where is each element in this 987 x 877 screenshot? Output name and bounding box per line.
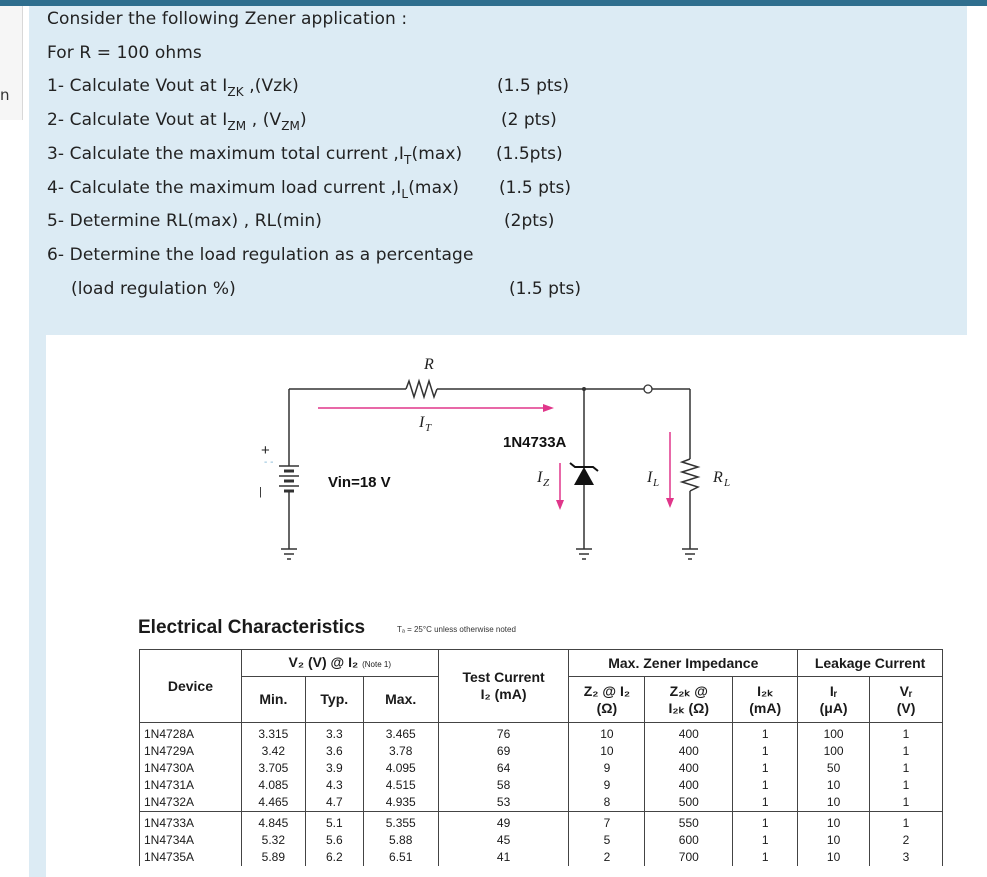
question-item-3-points: (1.5pts) [496, 144, 563, 164]
svg-text:R: R [713, 469, 723, 486]
table-cell: 600 [645, 832, 733, 849]
table-cell: 1 [870, 760, 943, 777]
table-cell: 1 [733, 760, 798, 777]
table-cell: 49 [438, 812, 569, 833]
question-item-1: 1- Calculate Vout at $I_{ZK}$ ,(Vzk) [47, 76, 299, 99]
table-cell: 400 [645, 743, 733, 760]
question-given: For R = 100 ohms [47, 43, 202, 63]
col-leakage-group: Leakage Current [798, 650, 943, 677]
resistor-rl-symbol [682, 459, 698, 491]
table-cell: 1 [733, 743, 798, 760]
table-cell: 2 [569, 849, 645, 866]
svg-text:- -: - - [264, 457, 274, 468]
table-cell: 76 [438, 723, 569, 744]
table-cell: 3.705 [241, 760, 305, 777]
question-figure [46, 335, 967, 877]
col-impedance-group: Max. Zener Impedance [569, 650, 798, 677]
table-cell: 6.51 [363, 849, 438, 866]
table-cell: 3.315 [241, 723, 305, 744]
output-terminal [644, 385, 652, 393]
table-body [140, 723, 943, 867]
col-vr: Vᵣ (V) [870, 677, 943, 723]
table-cell: 4.845 [241, 812, 305, 833]
resistor-r-symbol [406, 381, 437, 397]
table-row [140, 849, 943, 866]
svg-text:Z: Z [543, 477, 550, 489]
table-cell: 700 [645, 849, 733, 866]
resistor-r-label: R [424, 356, 434, 373]
table-cell: 5.88 [363, 832, 438, 849]
table-cell: 9 [569, 760, 645, 777]
col-ir: Iᵣ (μA) [798, 677, 870, 723]
rl-label [712, 469, 730, 489]
svg-text:|: | [259, 486, 262, 498]
table-cell: 5.89 [241, 849, 305, 866]
col-max: Max. [363, 677, 438, 723]
col-vz-group: V₂ (V) @ I₂ (Note 1) [241, 650, 438, 677]
table-row [140, 812, 943, 833]
table-cell: 3.42 [241, 743, 305, 760]
table-cell: 5.1 [305, 812, 363, 833]
svg-text:L: L [653, 477, 660, 489]
table-row [140, 832, 943, 849]
table-cell: 1N4731A [140, 777, 242, 794]
zener-diode-symbol [570, 463, 598, 485]
svg-text:L: L [724, 477, 731, 489]
il-label [646, 469, 659, 489]
table-cell: 64 [438, 760, 569, 777]
table-cell: 3 [870, 849, 943, 866]
table-cell: 10 [569, 743, 645, 760]
question-item-6-points: (1.5 pts) [509, 279, 582, 299]
question-item-4: 4- Calculate the maximum load current $,I_L(\max)$ [47, 178, 460, 201]
table-cell: 100 [798, 723, 870, 744]
table-cell: 10 [798, 777, 870, 794]
table-cell: 5.6 [305, 832, 363, 849]
table-cell: 400 [645, 760, 733, 777]
table-row [140, 760, 943, 777]
iz-label [536, 469, 550, 489]
svg-text:I: I [419, 414, 425, 431]
it-current-arrow [318, 404, 554, 412]
table-cell: 100 [798, 743, 870, 760]
table-cell: 1N4729A [140, 743, 242, 760]
question-item-1-points: (1.5 pts) [497, 76, 570, 96]
table-row [140, 743, 943, 760]
table-cell: 4.7 [305, 794, 363, 812]
ground-symbol-zener [576, 549, 592, 559]
iz-current-arrow [556, 463, 564, 510]
battery-symbol [279, 466, 299, 491]
table-cell: 1N4728A [140, 723, 242, 744]
table-cell: 58 [438, 777, 569, 794]
table-cell: 1 [733, 777, 798, 794]
table-cell: 10 [798, 849, 870, 866]
battery-plus-label: + [261, 442, 270, 459]
table-cell: 53 [438, 794, 569, 812]
table-cell: 5.32 [241, 832, 305, 849]
col-device: Device [140, 650, 242, 723]
table-cell: 8 [569, 794, 645, 812]
table-cell: 2 [870, 832, 943, 849]
table-cell: 6.2 [305, 849, 363, 866]
table-cell: 41 [438, 849, 569, 866]
table-cell: 1 [733, 832, 798, 849]
electrical-characteristics-table [139, 649, 943, 866]
table-cell: 400 [645, 777, 733, 794]
table-cell: 1N4732A [140, 794, 242, 812]
left-panel-text: n [0, 86, 10, 104]
col-min: Min. [241, 677, 305, 723]
question-item-3: 3- Calculate the maximum total current $,I_T(\max)$ [47, 144, 463, 167]
svg-text:I: I [647, 469, 653, 486]
table-cell: 7 [569, 812, 645, 833]
table-cell: 4.3 [305, 777, 363, 794]
table-cell: 3.3 [305, 723, 363, 744]
table-cell: 10 [569, 723, 645, 744]
table-cell: 1 [733, 794, 798, 812]
table-cell: 4.085 [241, 777, 305, 794]
table-cell: 69 [438, 743, 569, 760]
table-cell: 1N4733A [140, 812, 242, 833]
diode-part-label: 1N4733A [503, 434, 567, 451]
table-row [140, 723, 943, 744]
table-row [140, 777, 943, 794]
question-item-2-points: (2 pts) [501, 110, 557, 130]
question-item-4-points: (1.5 pts) [499, 178, 572, 198]
it-label [418, 414, 432, 434]
vin-label: Vin=18 V [328, 474, 391, 491]
table-cell: 550 [645, 812, 733, 833]
question-item-6: 6- Determine the load regulation as a percentage [47, 245, 474, 265]
table-cell: 500 [645, 794, 733, 812]
col-zzk: Z₂ₖ @ I₂ₖ (Ω) [645, 677, 733, 723]
svg-text:I: I [537, 469, 543, 486]
table-cell: 1 [870, 723, 943, 744]
table-cell: 1N4734A [140, 832, 242, 849]
ground-symbol-left [281, 549, 297, 559]
table-cell: 45 [438, 832, 569, 849]
table-cell: 9 [569, 777, 645, 794]
table-cell: 5 [569, 832, 645, 849]
table-cell: 3.78 [363, 743, 438, 760]
table-cell: 50 [798, 760, 870, 777]
zener-circuit-diagram [46, 335, 967, 615]
left-panel-edge [0, 6, 23, 120]
question-item-2: 2- Calculate Vout at $I_{ZM}$ , $(V_{ZM})$ [47, 110, 307, 133]
col-zz: Z₂ @ I₂ (Ω) [569, 677, 645, 723]
table-cell: 1 [870, 812, 943, 833]
table-cell: 10 [798, 794, 870, 812]
table-cell: 1 [870, 794, 943, 812]
table-cell: 4.515 [363, 777, 438, 794]
question-item-5: 5- Determine RL(max) , RL(min) [47, 211, 323, 231]
col-typ: Typ. [305, 677, 363, 723]
ground-symbol-load [682, 549, 698, 559]
table-cell: 10 [798, 832, 870, 849]
table-row [140, 794, 943, 812]
col-izk: I₂ₖ (mA) [733, 677, 798, 723]
table-cell: 3.465 [363, 723, 438, 744]
table-cell: 1 [733, 849, 798, 866]
question-item-5-points: (2pts) [504, 211, 555, 231]
table-cell: 1 [870, 777, 943, 794]
table-cell: 1 [733, 723, 798, 744]
table-note: Tₐ = 25°C unless otherwise noted [397, 625, 516, 634]
col-test-current: Test Current I₂ (mA) [438, 650, 569, 723]
svg-text:T: T [425, 422, 432, 434]
table-cell: 1N4735A [140, 849, 242, 866]
question-intro: Consider the following Zener application : [47, 9, 408, 29]
table-cell: 4.095 [363, 760, 438, 777]
table-cell: 10 [798, 812, 870, 833]
table-title: Electrical Characteristics [138, 617, 366, 638]
table-cell: 3.6 [305, 743, 363, 760]
table-cell: 1 [870, 743, 943, 760]
table-cell: 400 [645, 723, 733, 744]
table-cell: 1N4730A [140, 760, 242, 777]
table-cell: 4.935 [363, 794, 438, 812]
question-item-6-cont: (load regulation %) [71, 279, 236, 299]
table-cell: 5.355 [363, 812, 438, 833]
table-cell: 4.465 [241, 794, 305, 812]
table-cell: 1 [733, 812, 798, 833]
il-current-arrow [666, 432, 674, 508]
table-cell: 3.9 [305, 760, 363, 777]
